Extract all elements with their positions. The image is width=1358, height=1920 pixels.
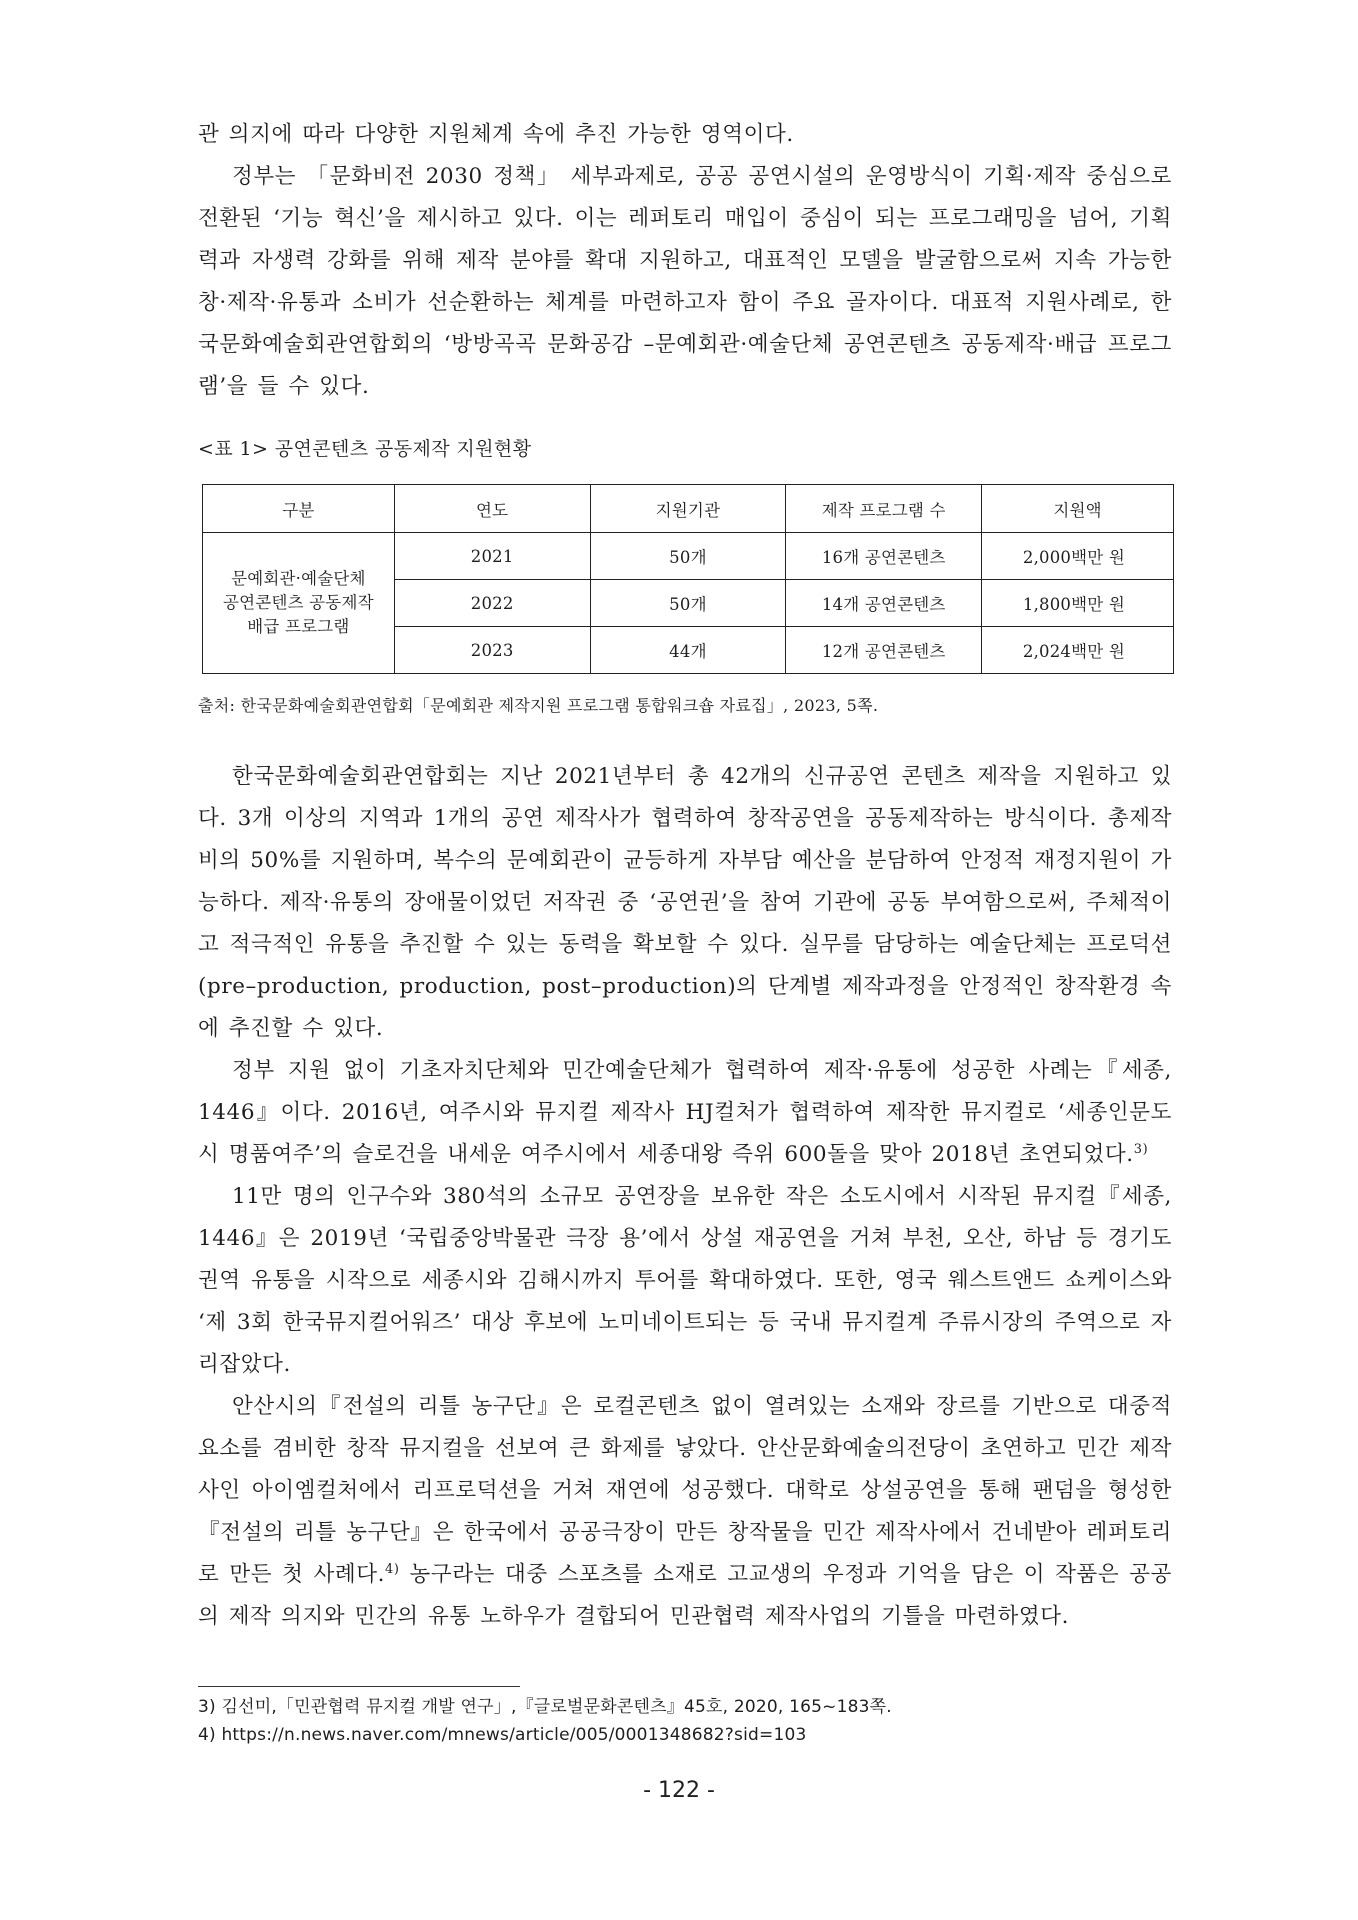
paragraph-government-policy: 정부는 「문화비전 2030 정책」 세부과제로, 공공 공연시설의 운영방식이 기획·제작 중심으로 전환된 ‘기능 혁신’을 제시하고 있다. 이는 레퍼토리 매입이 중심이 되는 프로그래밍을 넘어, 기획력과 자생력 강화를 위해 제작 분야를 확대 지원하고, 대표적인 모델을 발굴함으로써 지속 가능한 창·제작·유통과 소비가 선순환하는 체계를 마련하고자 함이 주요 골자이다. 대표적 지원사례로, 한국문화예술회관연합회의 ‘방방곡곡 문화공감 –문예회관·예술단체 공연콘텐츠 공동제작·배급 프로그램’을 들 수 있다. — [198, 164, 1172, 399]
header-program-count: 제작 프로그램 수 — [786, 485, 982, 533]
programs-cell: 16개 공연콘텐츠 — [786, 533, 982, 580]
intro-section — [198, 114, 1172, 408]
institutions-cell: 50개 — [590, 533, 786, 580]
amount-cell: 1,800백만 원 — [982, 580, 1174, 627]
institutions-cell: 50개 — [590, 580, 786, 627]
group-label-cell — [203, 533, 395, 674]
page-number: - 122 - — [643, 1778, 715, 1803]
group-label-line: 문예회관·예술단체 — [231, 569, 366, 588]
institutions-cell: 44개 — [590, 627, 786, 674]
paragraph-small-city: 11만 명의 인구수와 380석의 소규모 공연장을 보유한 작은 소도시에서 시작된 뮤지컬『세종, 1446』은 2019년 ‘국립중앙박물관 극장 용’에서 상설 재공연을 거쳐 부천, 오산, 하남 등 경기도 권역 유통을 시작으로 세종시와 김해시까지 투어를 확대하였다. 또한, 영국 웨스트앤드 쇼케이스와 ‘제 3회 한국뮤지컬어워즈’ 대상 후보에 노미네이트되는 등 국내 뮤지컬계 주류시장의 주역으로 자리잡았다. — [198, 1184, 1172, 1377]
table-row — [203, 533, 1174, 580]
table-source-note: 출처: 한국문화예술회관연합회「문예회관 제작지원 프로그램 통합워크숍 자료집」, 2023, 5쪽. — [198, 696, 879, 715]
paragraph-intro: 관 의지에 따라 다양한 지원체계 속에 추진 가능한 영역이다. — [198, 122, 794, 147]
header-amount: 지원액 — [982, 485, 1174, 533]
group-label-line: 공연콘텐츠 공동제작 — [223, 593, 374, 612]
support-status-table — [202, 484, 1174, 674]
year-cell: 2022 — [394, 580, 590, 627]
amount-cell: 2,024백만 원 — [982, 627, 1174, 674]
programs-cell: 14개 공연콘텐츠 — [786, 580, 982, 627]
footnote-ref-3[interactable]: 3) — [1133, 1141, 1149, 1157]
footnote-3: 3) 김선미,「민관협력 뮤지컬 개발 연구」,『글로벌문화콘텐츠』45호, 2020, 165~183쪽. — [198, 1697, 892, 1717]
paragraph-sejong-text: 정부 지원 없이 기초자치단체와 민간예술단체가 협력하여 제작·유통에 성공한 사례는『세종, 1446』이다. 2016년, 여주시와 뮤지컬 제작사 HJ컬처가 협력하여 제작한 뮤지컬로 ‘세종인문도시 명품여주’의 슬로건을 내세운 여주시에서 세종대왕 즉위 600돌을 맞아 2018년 초연되었다. — [198, 1058, 1172, 1167]
footnote-divider — [198, 1686, 520, 1687]
programs-cell: 12개 공연콘텐츠 — [786, 627, 982, 674]
paragraph-kocaca: 한국문화예술회관연합회는 지난 2021년부터 총 42개의 신규공연 콘텐츠 제작을 지원하고 있다. 3개 이상의 지역과 1개의 공연 제작사가 협력하여 창작공연을 공동제작하는 방식이다. 총제작비의 50%를 지원하며, 복수의 문예회관이 균등하게 자부담 예산을 분담하여 안정적 재정지원이 가능하다. 제작·유통의 장애물이었던 저작권 중 ‘공연권’을 참여 기관에 공동 부여함으로써, 주체적이고 적극적인 유통을 추진할 수 있는 동력을 확보할 수 있다. 실무를 담당하는 예술단체는 프로덕션(pre–production, production, post–production)의 단계별 제작과정을 안정적인 창작환경 속에 추진할 수 있다. — [198, 764, 1173, 1041]
paragraph-sejong — [198, 1050, 1172, 1176]
paragraph-ansan-text: 안산시의『전설의 리틀 농구단』은 로컬콘텐츠 없이 열려있는 소재와 장르를 기반으로 대중적 요소를 겸비한 창작 뮤지컬을 선보여 큰 화제를 낳았다. 안산문화예술의전당이 초연하고 민간 제작사인 아이엠컬처에서 리프로덕션을 거쳐 재연에 성공했다. 대학로 상설공연을 통해 팬덤을 형성한『전설의 리틀 농구단』은 한국에서 공공극장이 만든 창작물을 민간 제작사에서 건네받아 레퍼토리로 만든 첫 사례다. — [198, 1394, 1172, 1587]
amount-cell: 2,000백만 원 — [982, 533, 1174, 580]
paragraph-ansan-text-cont: 농구라는 대중 스포츠를 소재로 고교생의 우정과 기억을 담은 이 작품은 공공의 제작 의지와 민간의 유통 노하우가 결합되어 민관협력 제작사업의 기틀을 마련하였다. — [198, 1562, 1172, 1629]
header-year: 연도 — [394, 485, 590, 533]
table-header-row — [203, 485, 1174, 533]
footnote-4-link[interactable]: 4) https://n.news.naver.com/mnews/article/005/0001348682?sid=103 — [198, 1725, 807, 1745]
body-section — [198, 756, 1172, 1638]
header-category: 구분 — [203, 485, 395, 533]
header-institutions: 지원기관 — [590, 485, 786, 533]
year-cell: 2023 — [394, 627, 590, 674]
table-caption: <표 1> 공연콘텐츠 공동제작 지원현황 — [198, 438, 532, 460]
year-cell: 2021 — [394, 533, 590, 580]
group-label-line: 배급 프로그램 — [247, 617, 350, 636]
paragraph-ansan — [198, 1386, 1172, 1638]
footnote-ref-4[interactable]: 4) — [385, 1561, 400, 1577]
